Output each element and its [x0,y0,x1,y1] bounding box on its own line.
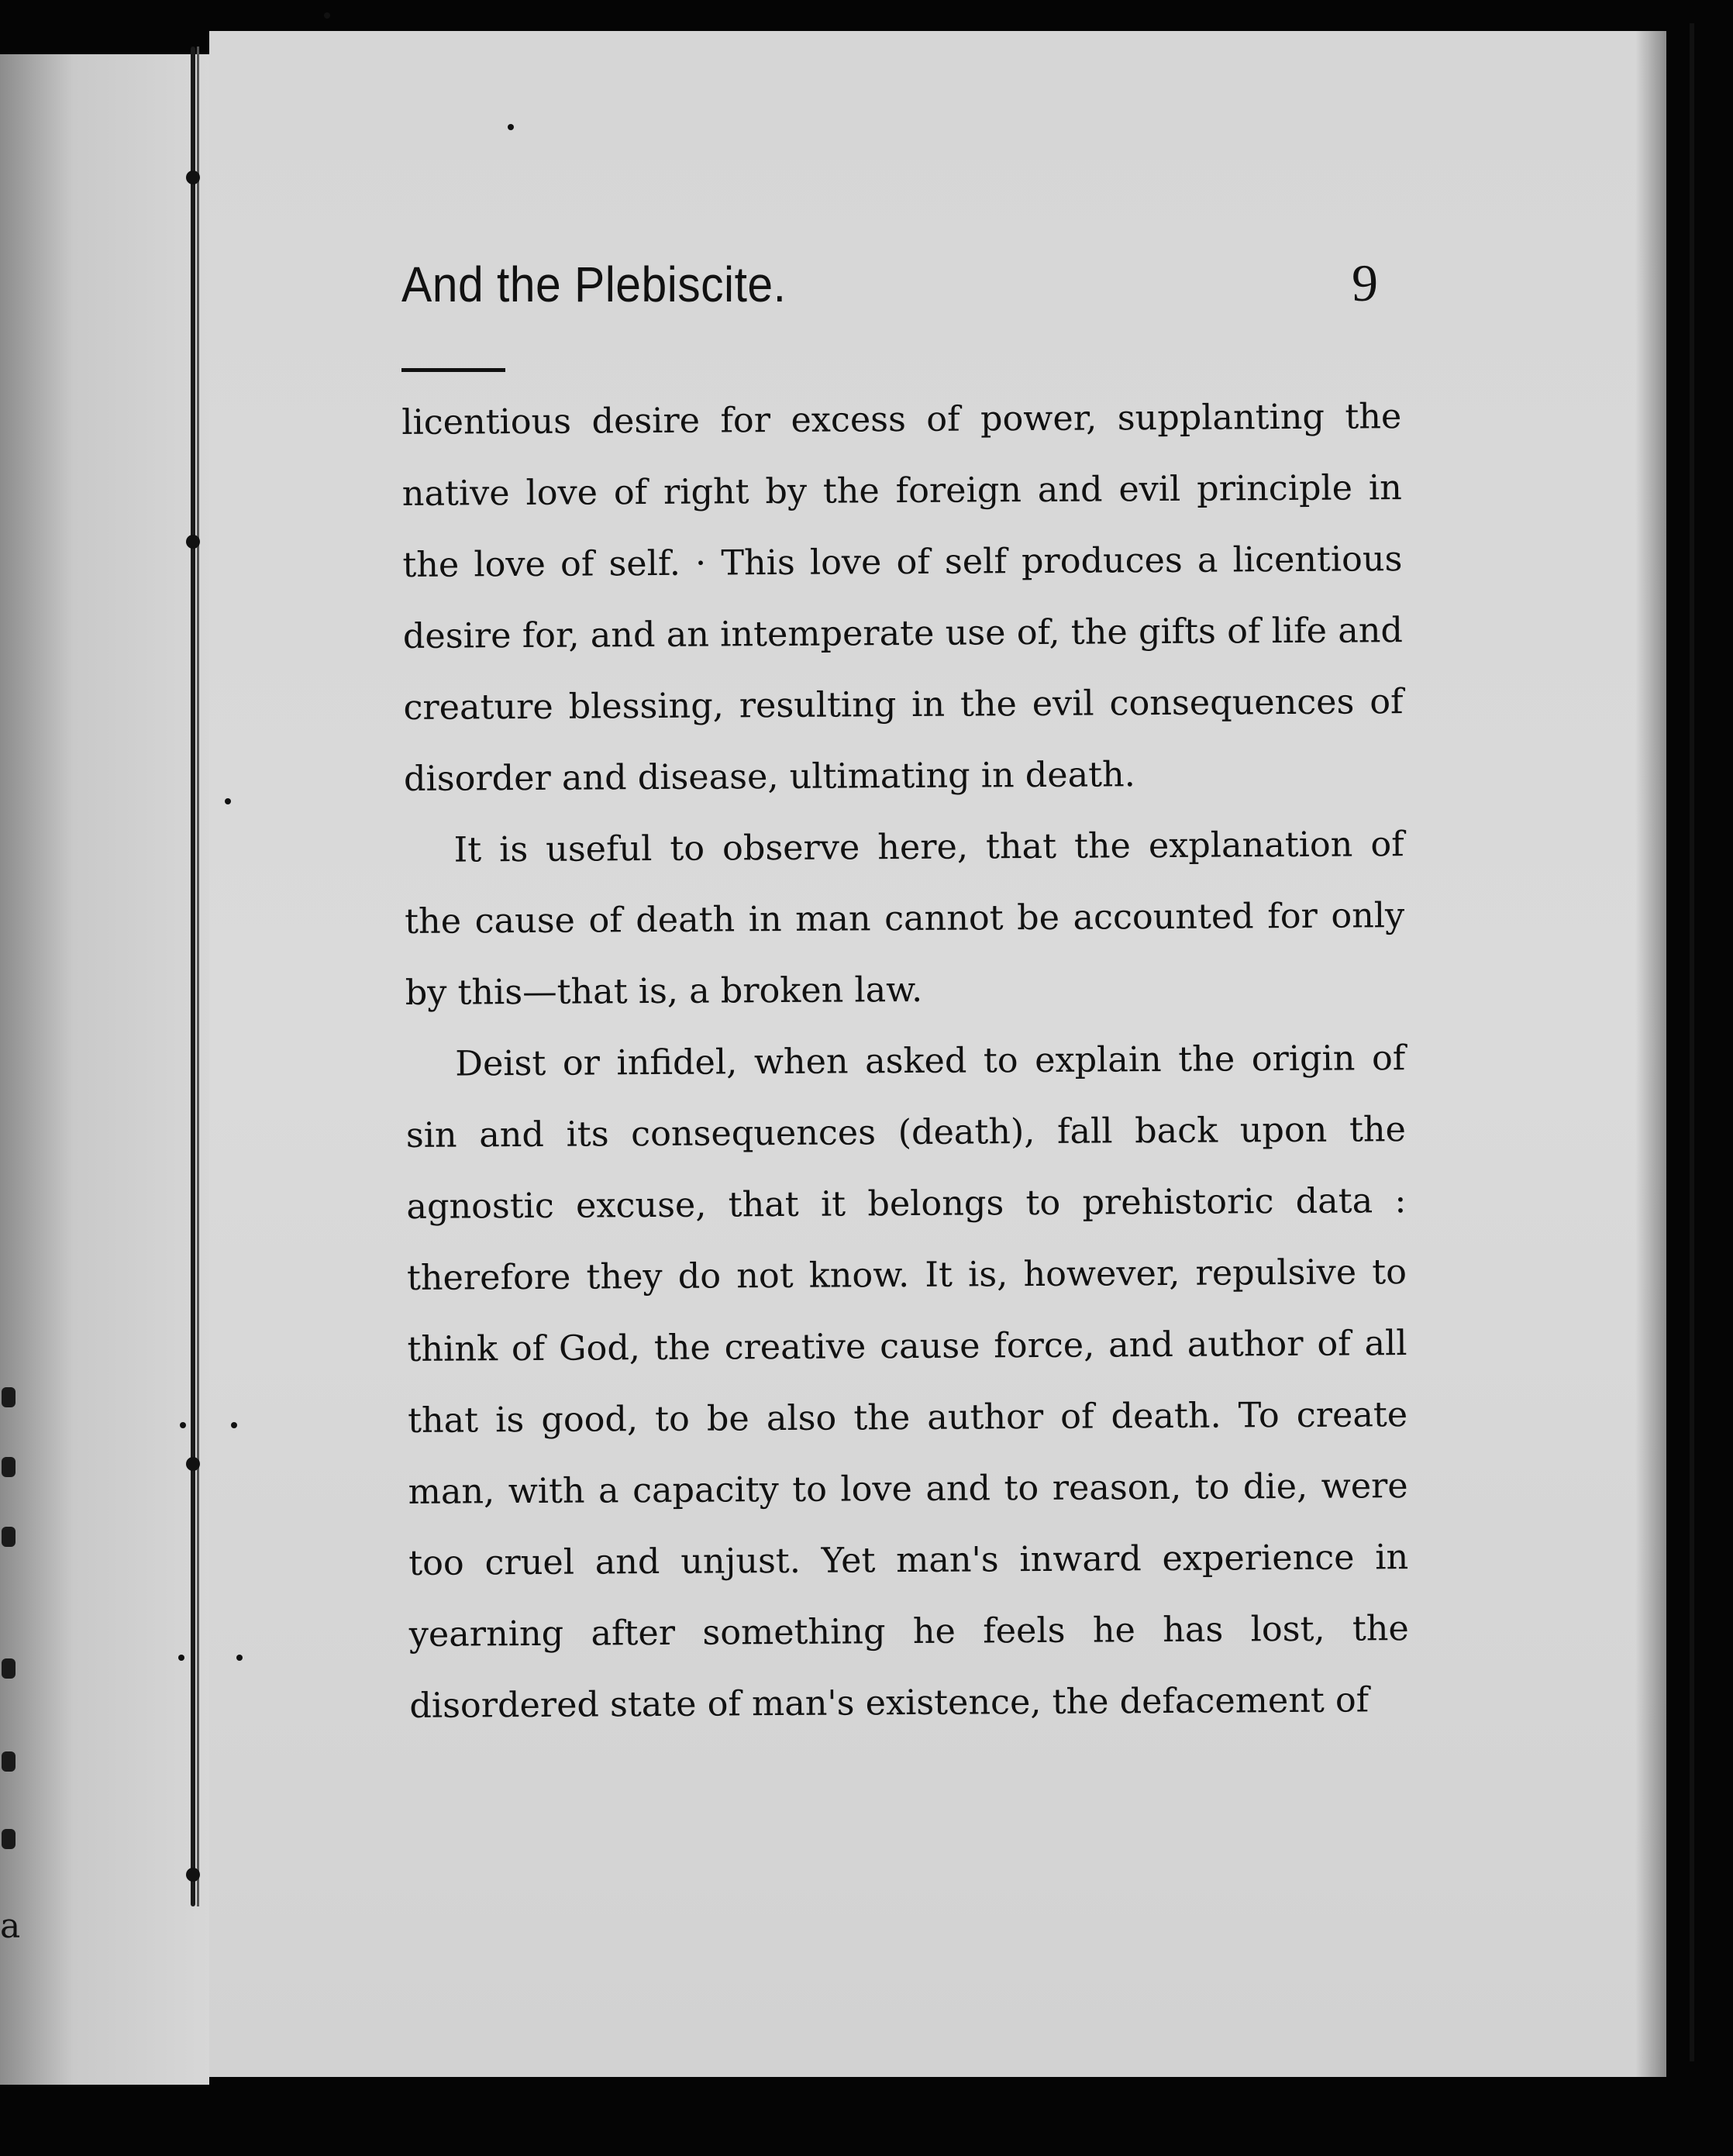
stitch-thread [191,46,195,1906]
paragraph: Deist or infidel, when asked to explain the origin of sin and its consequences (death), fall back upon the agnostic excuse, that it belongs to prehistoric data : therefore they do not know. It is, however, repulsive to think of God, the creative cause force, and author of all that is good, to be also the author of death. To create man, with a capacity to love and to reason, to die, were too cruel and unjust. Yet man's inward experience in yearning after something he feels he has lost, the disordered state of man's existence, the defacement of [405,1038,1409,1726]
page-number: 9 [1352,253,1378,312]
left-page-strip [0,54,209,2085]
stitch-thread-shadow [197,46,199,1906]
paper-speck [231,1422,237,1428]
paper-speck [178,1655,184,1661]
paper-speck [508,124,514,130]
paper-speck [324,12,330,19]
page-edge-shadow [1635,31,1666,2077]
stitch-knot [186,170,200,184]
left-page-edge-text [0,1372,23,1961]
stitch-knot [186,1457,200,1471]
edge-letter-fragment [2,1658,16,1679]
edge-letter-fragment [2,1751,16,1772]
page-right-border [1690,23,1694,2061]
page-header [401,253,1378,341]
edge-letter-fragment [2,1829,16,1849]
binding-stitch [181,46,205,1906]
edge-letter-fragment [2,1387,16,1407]
edge-letter-a: a [0,1906,21,1946]
stitch-knot [186,535,200,549]
edge-letter-fragment [2,1457,16,1477]
paper-speck [180,1422,186,1428]
header-rule [401,368,505,372]
paper-speck [236,1655,243,1661]
body-text [401,381,1410,1742]
running-head: And the Plebiscite. [401,257,787,312]
paragraph: It is useful to observe here, that the explanation of the cause of death in man cannot be accounted for only by this—that is, a broken law. [405,825,1405,1013]
stitch-knot [186,1868,200,1882]
edge-letter-fragment [2,1527,16,1547]
paper-speck [225,798,231,804]
paragraph: licentious desire for excess of power, supplanting the native love of right by the foreign and evil principle in the love of self. · This love of self produces a licentious desire for, and an intemperate use of, the gifts of life and creature blessing, resulting in the evil consequences of disorder and disease, ultimating in death. [401,397,1404,799]
